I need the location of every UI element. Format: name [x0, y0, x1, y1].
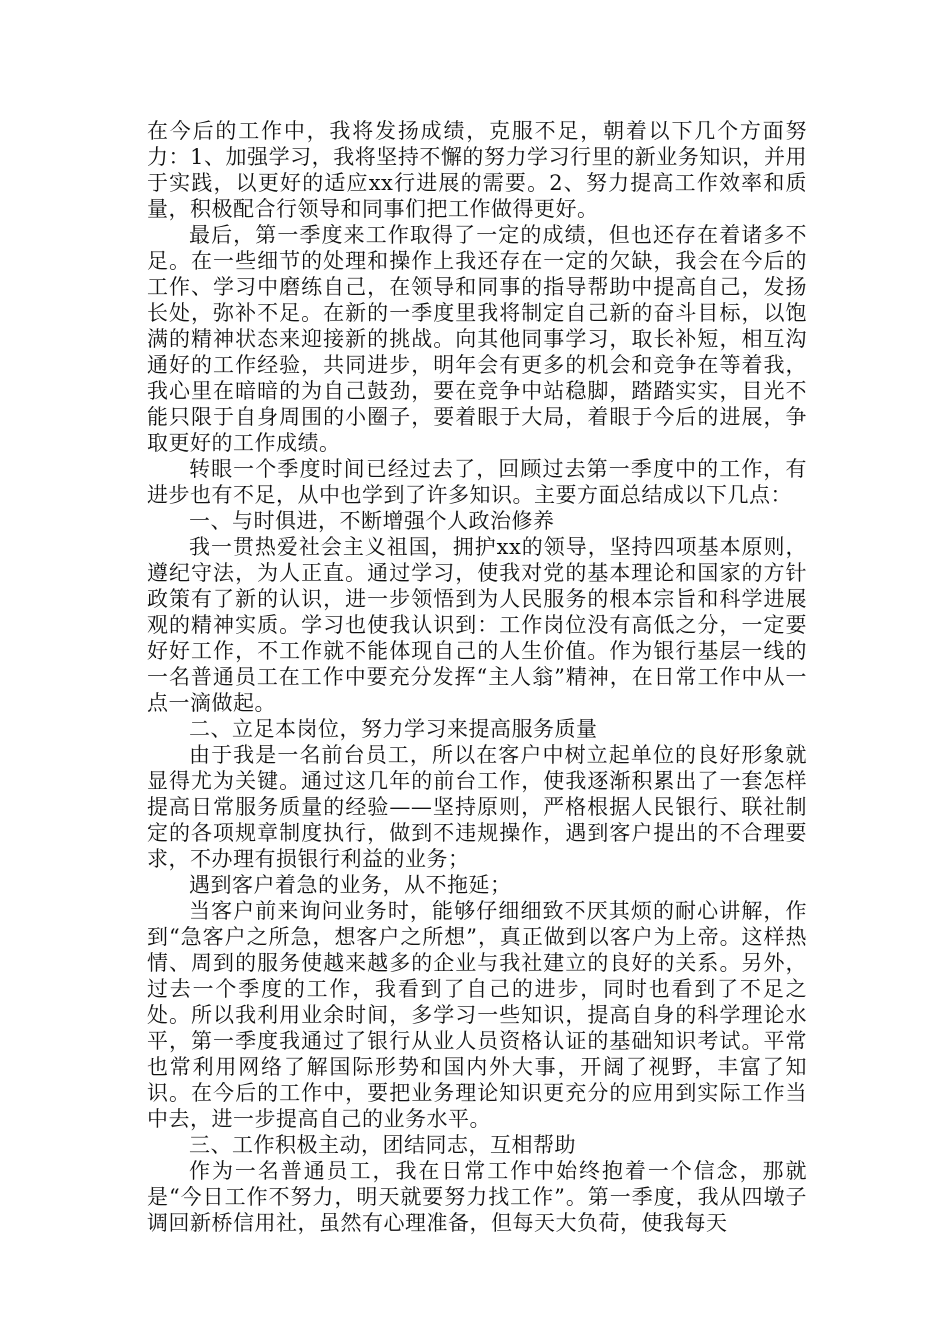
paragraph-1: 在今后的工作中，我将发扬成绩，克服不足，朝着以下几个方面努力：1、加强学习，我将坚持不懈的努力学习行里的新业务知识，并用于实践，以更好的适应xx行进展的需要。2、努力提高工作效率和质量，积极配合行领导和同事们把工作做得更好。: [147, 119, 807, 221]
section-heading-1: 一、与时俱进，不断增强个人政治修养: [189, 509, 555, 533]
paragraph-3: 转眼一个季度时间已经过去了，回顾过去第一季度中的工作，有进步也有不足，从中也学到了许多知识。主要方面总结成以下几点：: [147, 457, 807, 507]
section-heading-2: 二、立足本岗位，努力学习来提高服务质量: [189, 717, 598, 741]
paragraph-4: 我一贯热爱社会主义祖国，拥护xx的领导，坚持四项基本原则，遵纪守法，为人正直。通过学习，使我对党的基本理论和国家的方针政策有了新的认识，进一步领悟到为人民服务的根本宗旨和科学进展观的精神实质。学习也使我认识到：工作岗位没有高低之分，一定要好好工作，不工作就不能体现自己的人生价值。作为银行基层一线的一名普通员工在工作中要充分发挥“主人翁”精神，在日常工作中从一点一滴做起。: [147, 535, 807, 715]
paragraph-8: 作为一名普通员工，我在日常工作中始终抱着一个信念，那就是“今日工作不努力，明天就要努力找工作”。第一季度，我从四墩子调回新桥信用社，虽然有心理准备，但每天大负荷，使我每天: [147, 1159, 807, 1235]
section-heading-3: 三、工作积极主动，团结同志，互相帮助: [189, 1133, 576, 1157]
paragraph-2: 最后，第一季度来工作取得了一定的成绩，但也还存在着诸多不足。在一些细节的处理和操作上我还存在一定的欠缺，我会在今后的工作、学习中磨练自己，在领导和同事的指导帮助中提高自己，发扬长处，弥补不足。在新的一季度里我将制定自己新的奋斗目标，以饱满的精神状态来迎接新的挑战。向其他同事学习，取长补短，相互沟通好的工作经验，共同进步，明年会有更多的机会和竞争在等着我，我心里在暗暗的为自己鼓劲，要在竞争中站稳脚，踏踏实实，目光不能只限于自身周围的小圈子，要着眼于大局，着眼于今后的进展，争取更好的工作成绩。: [147, 223, 807, 455]
paragraph-6: 遇到客户着急的业务，从不拖延；: [189, 873, 512, 897]
paragraph-5: 由于我是一名前台员工，所以在客户中树立起单位的良好形象就显得尤为关键。通过这几年的前台工作，使我逐渐积累出了一套怎样提高日常服务质量的经验——坚持原则，严格根据人民银行、联社制定的各项规章制度执行，做到不违规操作，遇到客户提出的不合理要求，不办理有损银行利益的业务；: [147, 743, 807, 871]
paragraph-7: 当客户前来询问业务时，能够仔细细致不厌其烦的耐心讲解，作到“急客户之所急，想客户之所想”，真正做到以客户为上帝。这样热情、周到的服务使越来越多的企业与我社建立的良好的关系。另外，过去一个季度的工作，我看到了自己的进步，同时也看到了不足之处。所以我利用业余时间，多学习一些知识，提高自身的科学理论水平，第一季度我通过了银行从业人员资格认证的基础知识考试。平常也常利用网络了解国际形势和国内外大事，开阔了视野，丰富了知识。在今后的工作中，要把业务理论知识更充分的应用到实际工作当中去，进一步提高自己的业务水平。: [147, 899, 807, 1131]
document-body: [147, 118, 807, 1236]
